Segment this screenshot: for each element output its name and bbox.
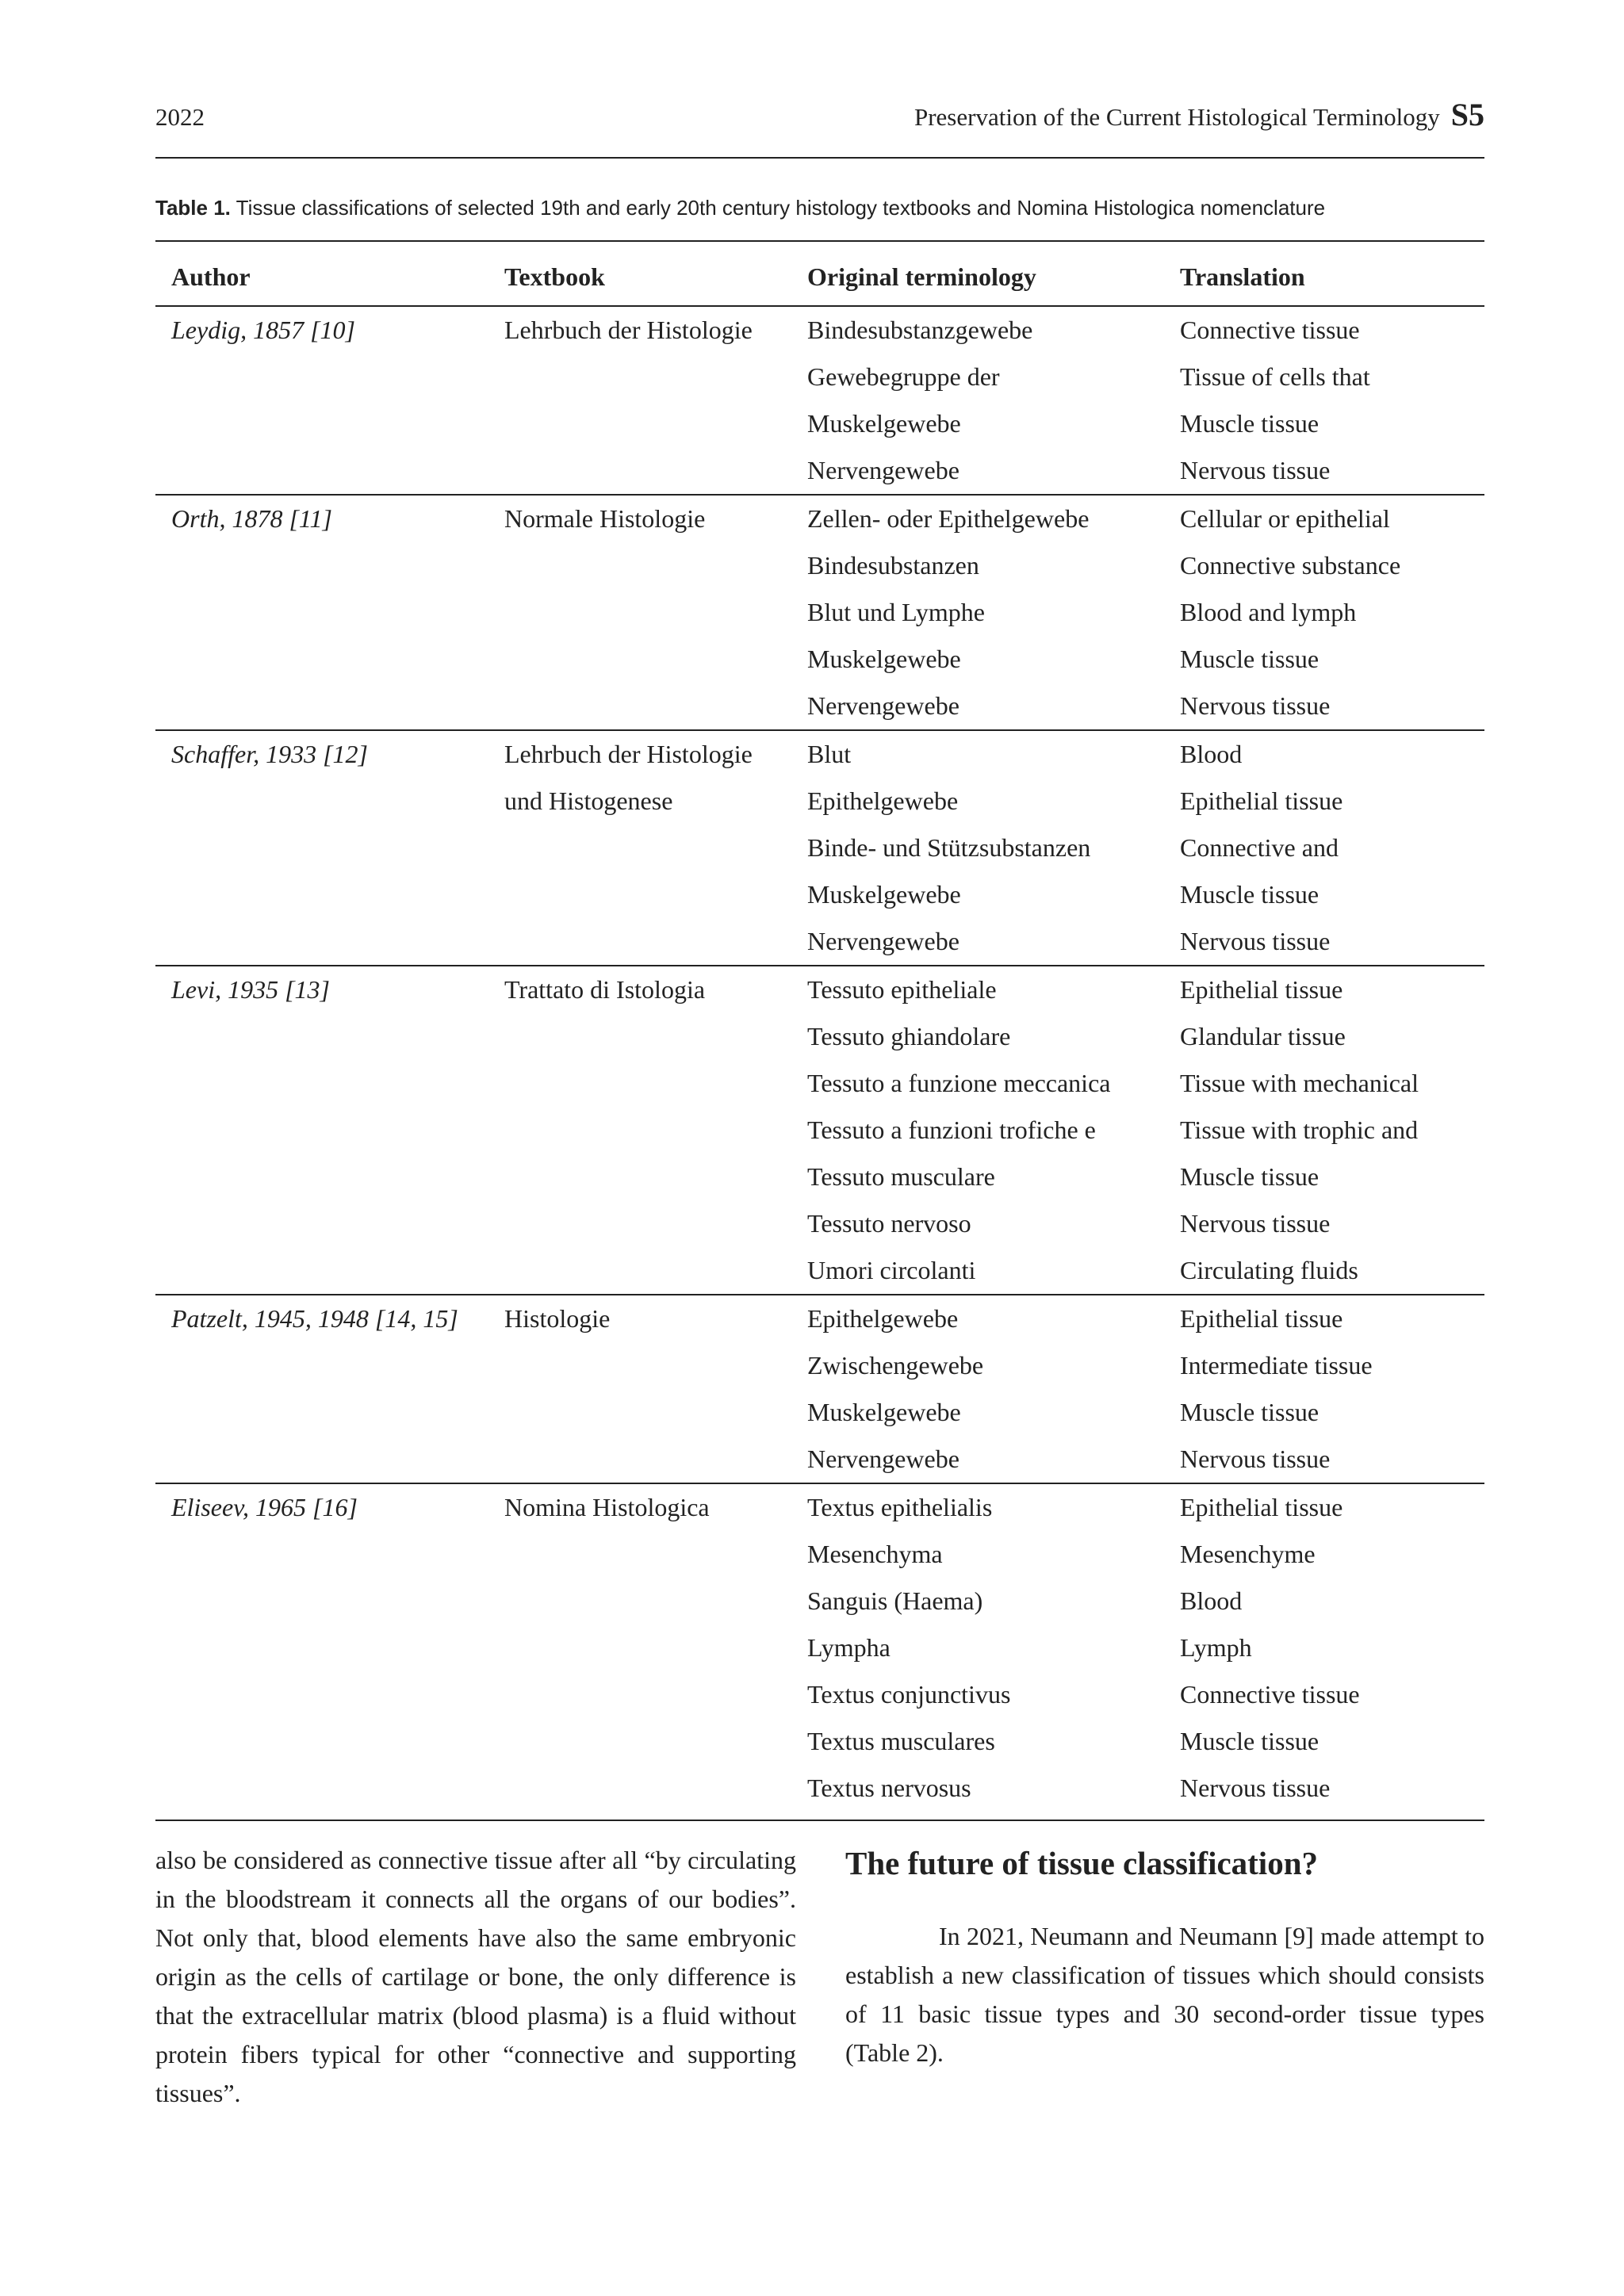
- cell-author: [155, 496, 488, 729]
- cell-original-terminology-line: Nervengewebe: [807, 691, 959, 720]
- cell-translation: [1164, 731, 1484, 965]
- cell-author-line: Schaffer, 1933 [12]: [171, 740, 368, 768]
- cell-original-terminology-line: Umori circolanti: [807, 1256, 976, 1284]
- cell-original-terminology-line: Tessuto ghiandolare: [807, 1022, 1011, 1050]
- cell-author-line: Eliseev, 1965 [16]: [171, 1493, 358, 1521]
- table-caption-label: Table 1.: [155, 196, 231, 220]
- section-heading: The future of tissue classification?: [845, 1845, 1319, 1881]
- cell-original-terminology-line: Epithelgewebe: [807, 1304, 959, 1333]
- cell-translation: [1164, 966, 1484, 1294]
- cell-translation: [1164, 496, 1484, 729]
- cell-translation-line: Epithelial tissue: [1180, 786, 1343, 815]
- cell-original-terminology-line: Muskelgewebe: [807, 1398, 961, 1426]
- cell-translation: [1164, 1295, 1484, 1483]
- cell-translation-line: Muscle tissue: [1180, 409, 1320, 438]
- table-header-row: [155, 242, 1484, 307]
- cell-translation-line: Connective and: [1180, 833, 1339, 862]
- cell-original-terminology-line: Gewebegruppe der: [807, 362, 1000, 391]
- cell-original-terminology-line: Textus conjunctivus: [807, 1680, 1011, 1709]
- cell-original-terminology-line: Binde- und Stützsubstanzen: [807, 833, 1091, 862]
- cell-textbook-line: Nomina Histologica: [504, 1493, 710, 1521]
- cell-textbook: [488, 1295, 791, 1483]
- cell-textbook: [488, 496, 791, 729]
- cell-translation-line: Nervous tissue: [1180, 456, 1331, 484]
- right-column: [845, 1841, 1484, 2072]
- cell-original-terminology-line: Blut: [807, 740, 852, 768]
- cell-translation-line: Nervous tissue: [1180, 1445, 1331, 1473]
- cell-author-line: Levi, 1935 [13]: [171, 975, 330, 1004]
- table-row-group: [155, 965, 1484, 1294]
- header-original-terminology: Original terminology: [807, 262, 1036, 291]
- cell-author: [155, 1484, 488, 1812]
- cell-author-line: Leydig, 1857 [10]: [171, 316, 355, 344]
- cell-translation-line: Intermediate tissue: [1180, 1351, 1373, 1380]
- cell-translation-line: Blood and lymph: [1180, 598, 1357, 626]
- cell-translation-line: Circulating fluids: [1180, 1256, 1358, 1284]
- cell-original-terminology-line: Muskelgewebe: [807, 880, 961, 909]
- cell-translation-line: Blood: [1180, 740, 1243, 768]
- cell-original-terminology-line: Bindesubstanzgewebe: [807, 316, 1033, 344]
- running-header: [155, 97, 1484, 159]
- cell-textbook-line: Trattato di Istologia: [504, 975, 706, 1004]
- cell-original-terminology-line: Tessuto a funzione meccanica: [807, 1069, 1111, 1097]
- cell-textbook-line: Lehrbuch der Histologie: [504, 740, 753, 768]
- cell-author: [155, 307, 488, 494]
- cell-textbook: [488, 307, 791, 494]
- cell-translation-line: Muscle tissue: [1180, 1727, 1320, 1755]
- cell-original-terminology-line: Textus musculares: [807, 1727, 995, 1755]
- cell-original-terminology: [791, 496, 1164, 729]
- cell-original-terminology-line: Muskelgewebe: [807, 645, 961, 673]
- cell-original-terminology-line: Nervengewebe: [807, 456, 959, 484]
- cell-translation-line: Lymph: [1180, 1633, 1252, 1662]
- cell-translation-line: Glandular tissue: [1180, 1022, 1346, 1050]
- left-column-paragraph: also be considered as connective tissue after all “by circulating in the bloodstream it connects all the organs of our bodies”. Not only that, blood elements have also the same embryonic origin as the cells of cartilage or bone, the only difference is that the extracellular matrix (blood plasma) is a fluid without protein fibers typical for other “connective and supporting tissues”.: [155, 1846, 796, 2107]
- cell-translation-line: Nervous tissue: [1180, 927, 1331, 955]
- cell-translation-line: Blood: [1180, 1586, 1243, 1615]
- cell-textbook: [488, 731, 791, 965]
- cell-original-terminology: [791, 731, 1164, 965]
- tissue-classification-table: [155, 240, 1484, 1821]
- cell-textbook-line: und Histogenese: [504, 786, 673, 815]
- cell-original-terminology-line: Epithelgewebe: [807, 786, 959, 815]
- cell-original-terminology-line: Nervengewebe: [807, 1445, 959, 1473]
- header-author: Author: [171, 262, 251, 291]
- cell-original-terminology: [791, 966, 1164, 1294]
- cell-original-terminology-line: Textus nervosus: [807, 1774, 971, 1802]
- right-column-paragraph: In 2021, Neumann and Neumann [9] made attempt to establish a new classification of tissues which should consists of 11 basic tissue types and 30 second-order tissue types (Table 2).: [845, 1922, 1484, 2067]
- cell-translation-line: Epithelial tissue: [1180, 1304, 1343, 1333]
- cell-original-terminology-line: Tessuto a funzioni trofiche e: [807, 1115, 1096, 1144]
- cell-textbook-line: Normale Histologie: [504, 504, 706, 533]
- table-row-group: [155, 494, 1484, 729]
- cell-original-terminology-line: Zellen- oder Epithelgewebe: [807, 504, 1090, 533]
- cell-translation-line: Connective tissue: [1180, 316, 1360, 344]
- cell-textbook-line: Lehrbuch der Histologie: [504, 316, 753, 344]
- cell-author: [155, 966, 488, 1294]
- header-translation: Translation: [1180, 262, 1305, 291]
- cell-textbook: [488, 1484, 791, 1812]
- cell-original-terminology-line: Bindesubstanzen: [807, 551, 979, 580]
- running-title: Preservation of the Current Histological Terminology: [914, 103, 1440, 131]
- cell-original-terminology-line: Sanguis (Haema): [807, 1586, 983, 1615]
- cell-translation-line: Mesenchyme: [1180, 1540, 1316, 1568]
- cell-translation-line: Tissue of cells that: [1180, 362, 1370, 391]
- header-year: 2022: [155, 103, 205, 131]
- cell-original-terminology: [791, 1484, 1164, 1812]
- cell-original-terminology-line: Nervengewebe: [807, 927, 959, 955]
- cell-translation-line: Nervous tissue: [1180, 1774, 1331, 1802]
- cell-translation-line: Epithelial tissue: [1180, 1493, 1343, 1521]
- cell-original-terminology-line: Tessuto musculare: [807, 1162, 995, 1191]
- page-number: S5: [1450, 97, 1484, 132]
- cell-original-terminology-line: Mesenchyma: [807, 1540, 943, 1568]
- cell-textbook-line: Histologie: [504, 1304, 611, 1333]
- cell-original-terminology: [791, 307, 1164, 494]
- cell-original-terminology-line: Tessuto epitheliale: [807, 975, 997, 1004]
- header-textbook: Textbook: [504, 262, 605, 291]
- cell-author-line: Patzelt, 1945, 1948 [14, 15]: [171, 1304, 458, 1333]
- header-right: [914, 97, 1484, 136]
- cell-translation-line: Tissue with trophic and: [1180, 1115, 1419, 1144]
- cell-translation-line: Nervous tissue: [1180, 691, 1331, 720]
- cell-translation-line: Connective tissue: [1180, 1680, 1360, 1709]
- cell-translation: [1164, 1484, 1484, 1812]
- cell-original-terminology-line: Tessuto nervoso: [807, 1209, 971, 1238]
- cell-original-terminology: [791, 1295, 1164, 1483]
- cell-original-terminology-line: Blut und Lymphe: [807, 598, 985, 626]
- table-caption: [155, 193, 1484, 222]
- table-row-group: [155, 307, 1484, 494]
- cell-original-terminology-line: Lympha: [807, 1633, 891, 1662]
- cell-original-terminology-line: Muskelgewebe: [807, 409, 961, 438]
- cell-translation: [1164, 307, 1484, 494]
- cell-author: [155, 1295, 488, 1483]
- table-row-group: [155, 1294, 1484, 1483]
- table-caption-text: Tissue classifications of selected 19th and early 20th century histology textbooks and Nomina Histologica nomenclature: [236, 196, 1326, 220]
- cell-translation-line: Cellular or epithelial: [1180, 504, 1390, 533]
- table-body: [155, 307, 1484, 1820]
- cell-original-terminology-line: Zwischengewebe: [807, 1351, 984, 1380]
- cell-translation-line: Connective substance: [1180, 551, 1401, 580]
- cell-translation-line: Muscle tissue: [1180, 1162, 1320, 1191]
- cell-original-terminology-line: Textus epithelialis: [807, 1493, 993, 1521]
- cell-translation-line: Nervous tissue: [1180, 1209, 1331, 1238]
- cell-translation-line: Epithelial tissue: [1180, 975, 1343, 1004]
- table-row-group: [155, 729, 1484, 965]
- cell-textbook: [488, 966, 791, 1294]
- table-row-group: [155, 1483, 1484, 1812]
- cell-translation-line: Muscle tissue: [1180, 1398, 1320, 1426]
- cell-author-line: Orth, 1878 [11]: [171, 504, 332, 533]
- cell-author: [155, 731, 488, 965]
- cell-translation-line: Tissue with mechanical: [1180, 1069, 1419, 1097]
- cell-translation-line: Muscle tissue: [1180, 645, 1320, 673]
- cell-translation-line: Muscle tissue: [1180, 880, 1320, 909]
